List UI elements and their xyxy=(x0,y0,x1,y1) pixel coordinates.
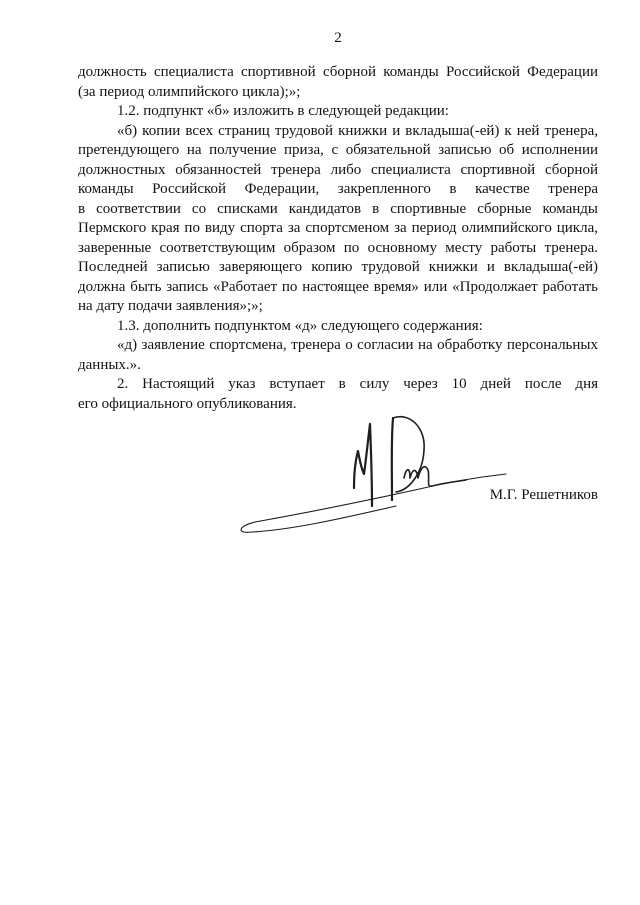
signature-swoosh-stroke xyxy=(241,474,506,532)
text-line: заверенные соответствующим образом по основному месту работы тренера. xyxy=(78,239,598,256)
signature-letter-r-bowl xyxy=(393,417,424,492)
text-line: претендующего на получение приза, с обязательной записью об исполнении xyxy=(78,142,598,158)
signature-letter-m-stroke xyxy=(354,424,372,506)
text-line: команды Российской Федерации, закрепленного в качестве тренера xyxy=(78,181,598,197)
signature-tail-stroke xyxy=(404,467,466,487)
text-line: 1.2. подпункт «б» изложить в следующей редакции: xyxy=(117,103,449,119)
text-line: его официального опубликования. xyxy=(78,395,297,412)
paragraph-continuation xyxy=(78,63,598,102)
page-number: 2 xyxy=(334,30,342,46)
paragraph-subitem-d xyxy=(78,336,598,375)
text-line: (за период олимпийского цикла);»; xyxy=(78,83,301,100)
document-body xyxy=(78,63,598,414)
handwritten-signature xyxy=(230,405,520,545)
text-line: Последней записью заверяющего копию трудовой книжки и вкладыша(-ей) xyxy=(78,259,598,275)
paragraph-subitem-b xyxy=(78,122,598,317)
text-line: в соответствии со списками кандидатов в спортивные сборные команды xyxy=(78,200,598,217)
text-line: должна быть запись «Работает по настоящее время» или «Продолжает работать xyxy=(78,278,598,295)
text-line: должность специалиста спортивной сборной команды Российской Федерации xyxy=(78,64,598,80)
text-line: данных.». xyxy=(78,356,141,373)
text-line: 2. Настоящий указ вступает в силу через 10 дней после дня xyxy=(117,376,598,392)
paragraph-item-1-3 xyxy=(78,317,598,337)
signatory-name: М.Г. Решетников xyxy=(489,487,598,503)
text-line: 1.3. дополнить подпунктом «д» следующего содержания: xyxy=(117,317,483,334)
signature-letter-r-stem xyxy=(392,418,393,500)
text-line: на дату подачи заявления»;»; xyxy=(78,298,263,314)
paragraph-item-1-2 xyxy=(78,102,598,122)
text-line: «д) заявление спортсмена, тренера о согласии на обработку персональных xyxy=(117,337,598,353)
text-line: должностных обязанностей тренера либо специалиста спортивной сборной xyxy=(78,161,598,178)
text-line: Пермского края по виду спорта за спортсменом за период олимпийского цикла, xyxy=(78,220,598,236)
text-line: «б) копии всех страниц трудовой книжки и вкладыша(-ей) к ней тренера, xyxy=(117,122,598,139)
